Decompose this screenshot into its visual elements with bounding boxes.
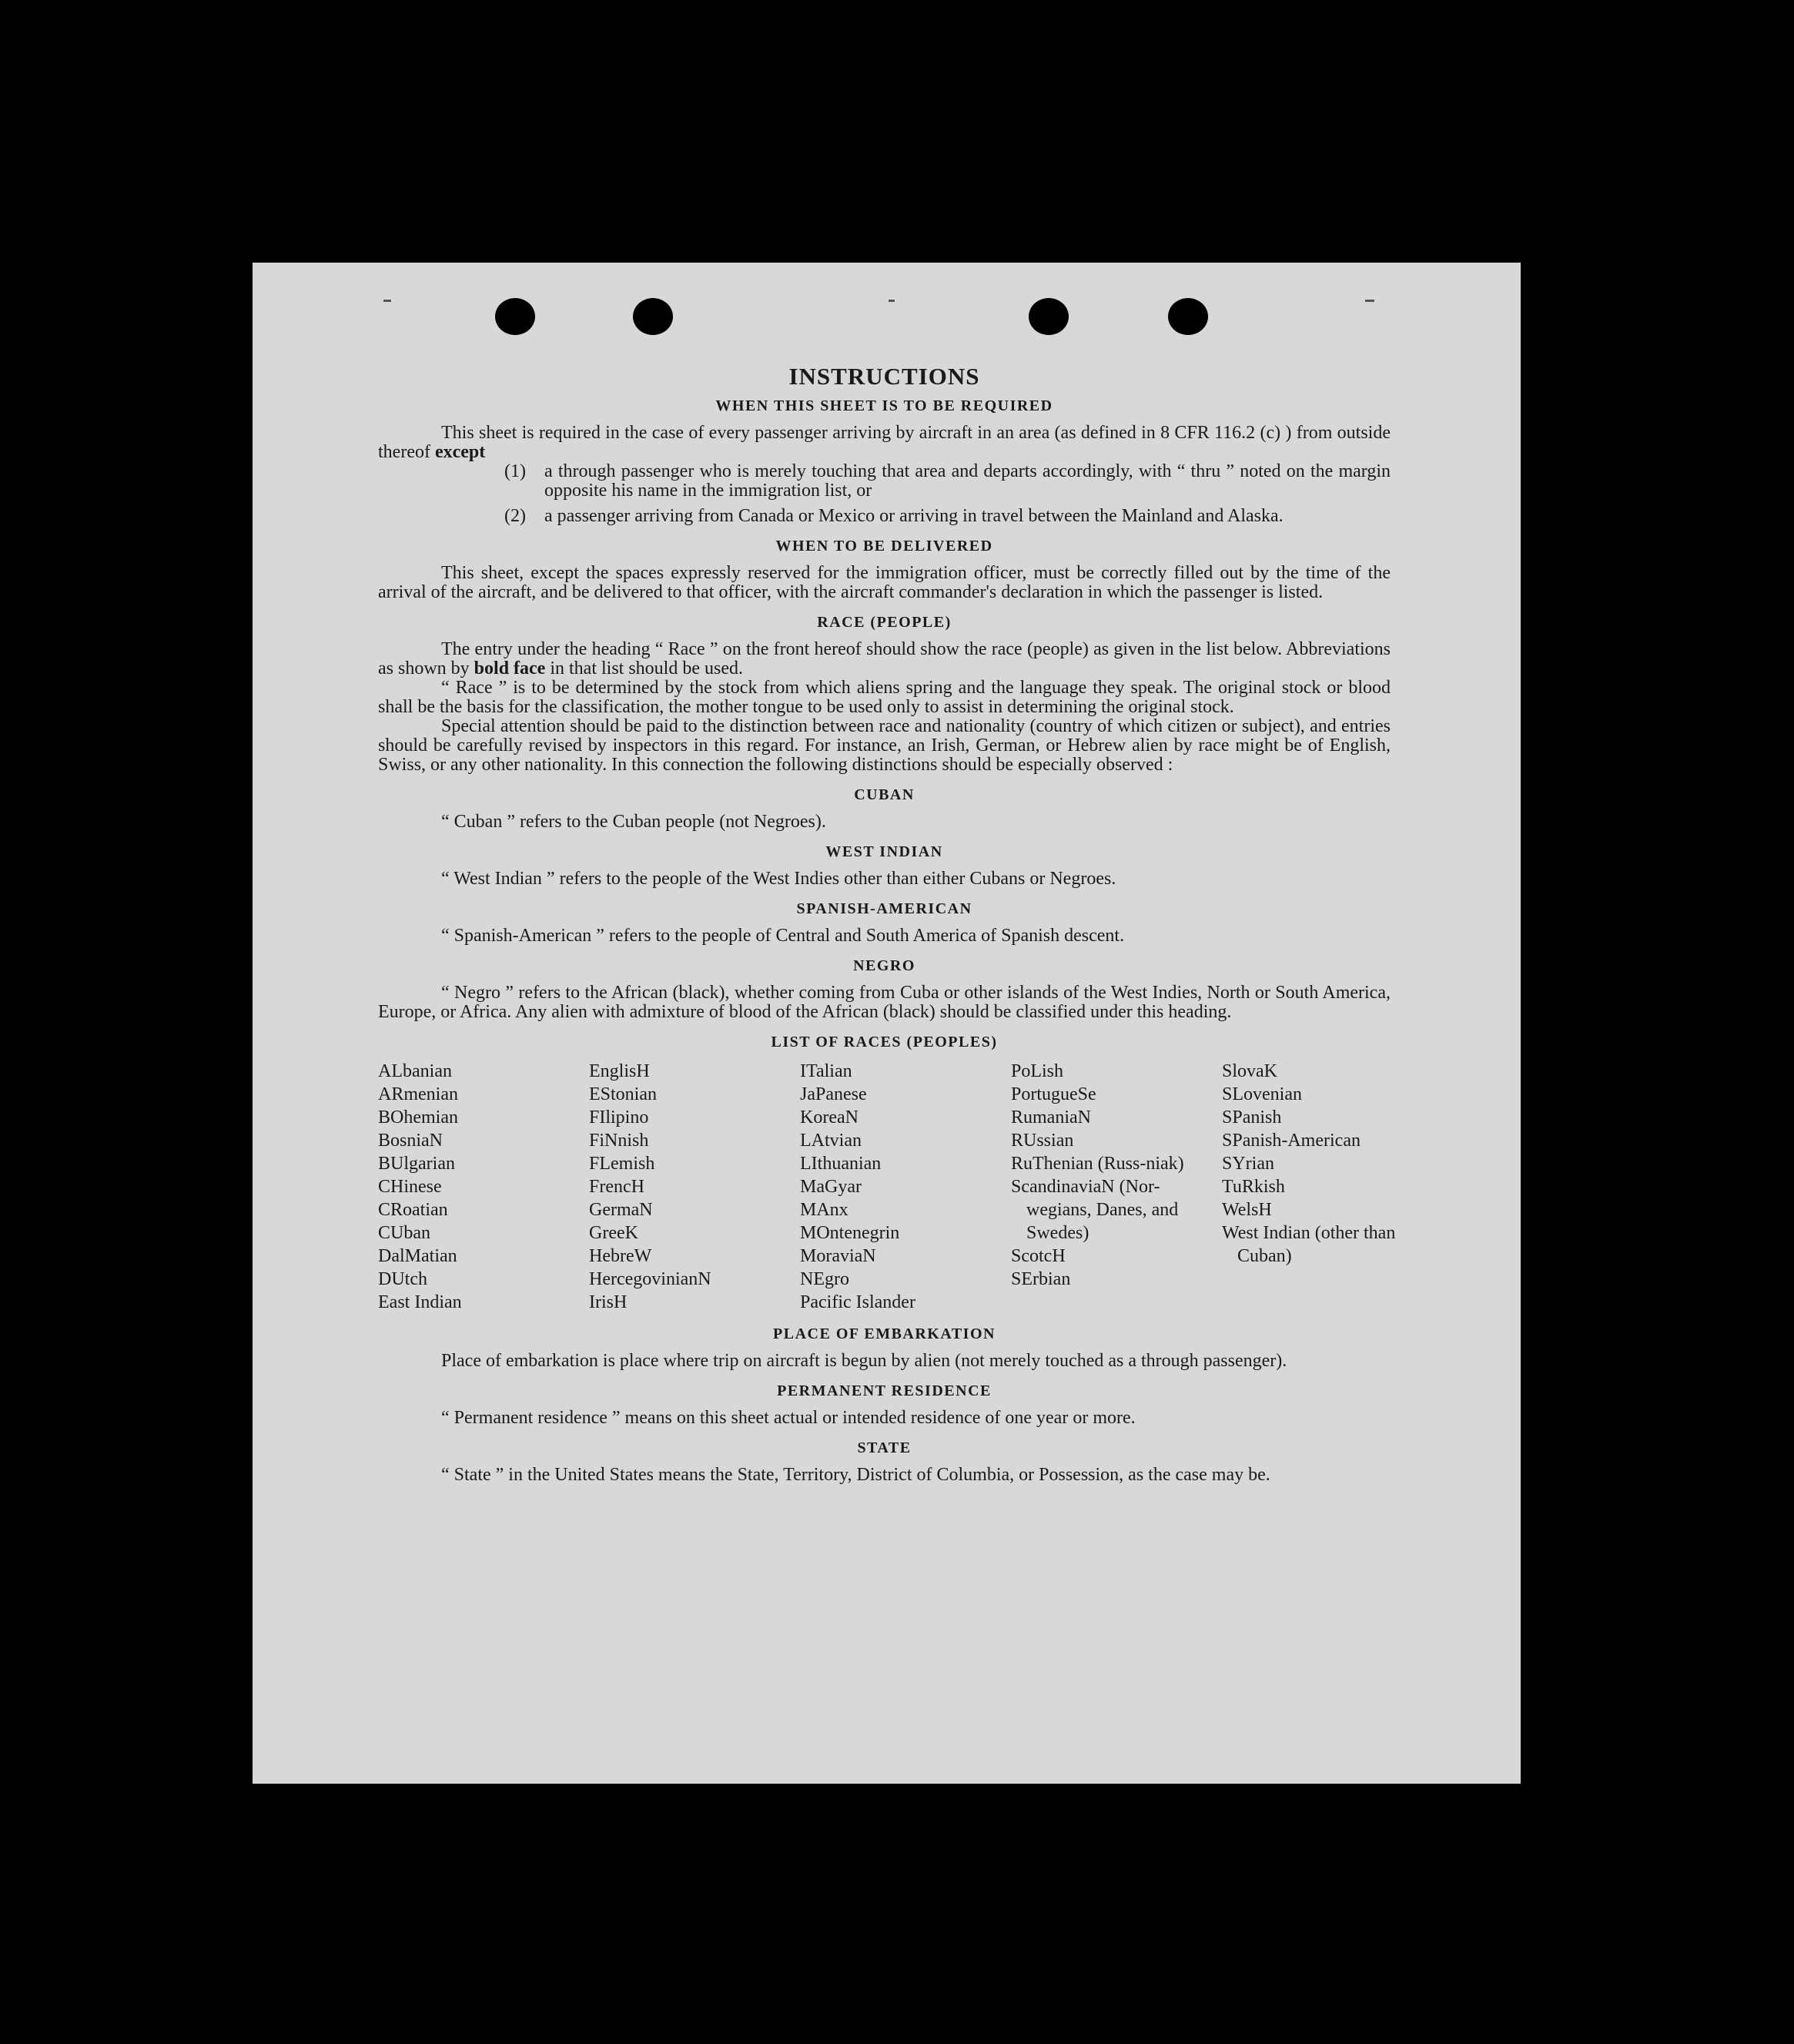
item-number: (2) (504, 506, 526, 526)
race-entry: West Indian (other than Cuban) (1222, 1223, 1396, 1266)
paragraph-residence: “ Permanent residence ” means on this sheet actual or intended residence of one year or more. (441, 1408, 1136, 1428)
races-column (1011, 1060, 1222, 1314)
except-word: except (434, 442, 486, 462)
race-entry: Pacific Islander (800, 1292, 915, 1312)
races-column (378, 1060, 589, 1314)
race-entry: SYrian (1222, 1154, 1274, 1174)
races-list (378, 1060, 1396, 1314)
race-entry: FrencH (589, 1177, 644, 1197)
punch-hole (633, 298, 673, 335)
race-entry: ARmenian (378, 1084, 458, 1104)
heading-permanent-residence: PERMANENT RESIDENCE (777, 1382, 992, 1399)
punch-hole (1168, 298, 1208, 335)
race-entry: SErbian (1011, 1269, 1071, 1289)
paper-mark (1365, 300, 1374, 302)
document-sheet (253, 263, 1521, 1784)
race-entry: GreeK (589, 1223, 638, 1243)
race-entry: SPanish-American (1222, 1131, 1361, 1151)
race-entry: DUtch (378, 1269, 427, 1289)
race-entry: MaGyar (800, 1177, 862, 1197)
race-entry: FIlipino (589, 1107, 649, 1128)
race-entry: EnglisH (589, 1061, 650, 1081)
page-title: INSTRUCTIONS (788, 363, 980, 390)
heading-race: RACE (PEOPLE) (817, 614, 952, 631)
heading-when-delivered: WHEN TO BE DELIVERED (775, 538, 993, 555)
paragraph-embarkation: Place of embarkation is place where trip on aircraft is begun by alien (not merely touched as a through passenger). (441, 1351, 1287, 1371)
heading-list-of-races: LIST OF RACES (PEOPLES) (771, 1034, 998, 1050)
race-entry: LIthuanian (800, 1154, 882, 1174)
race-entry: NEgro (800, 1269, 849, 1289)
paragraph-when-delivered: This sheet, except the spaces expressly reserved for the immigration officer, must be correctly filled out by the time of the arrival of the aircraft, and be delivered to that officer, with the aircraft commander's declaration in which the passenger is listed. (378, 563, 1391, 602)
race-entry: HebreW (589, 1246, 652, 1266)
item-number: (1) (504, 461, 526, 481)
race-entry: East Indian (378, 1292, 462, 1312)
paper-mark (889, 300, 895, 302)
punch-hole (495, 298, 535, 335)
race-entry: BUlgarian (378, 1154, 455, 1174)
race-entry: MOntenegrin (800, 1223, 900, 1243)
paragraph-text: This sheet is required in the case of every passenger arriving by aircraft in an area (as defined in 8 CFR 116.2 (c) ) from outside thereof (378, 423, 1391, 462)
race-entry: ITalian (800, 1061, 852, 1081)
list-item (504, 462, 1391, 501)
heading-negro: NEGRO (853, 957, 915, 974)
paragraph-race-2: “ Race ” is to be determined by the stock from which aliens spring and the language they speak. The original stock or blood shall be the basis for the classification, the mother tongue to be used only to assist in determining the original stock. (378, 678, 1391, 717)
race-entry: MoraviaN (800, 1246, 876, 1266)
race-entry: MAnx (800, 1200, 848, 1220)
race-entry: RUssian (1011, 1131, 1074, 1151)
bold-face-word: bold face (474, 658, 546, 679)
race-entry: FiNnish (589, 1131, 649, 1151)
heading-place-of-embarkation: PLACE OF EMBARKATION (773, 1325, 996, 1342)
heading-when-required: WHEN THIS SHEET IS TO BE REQUIRED (715, 397, 1053, 414)
race-entry: SlovaK (1222, 1061, 1277, 1081)
race-entry: JaPanese (800, 1084, 867, 1104)
paragraph-race-1 (378, 640, 1391, 679)
race-entry: BOhemian (378, 1107, 458, 1128)
race-entry: RuThenian (Russ-niak) (1011, 1154, 1184, 1174)
race-entry: ScotcH (1011, 1246, 1066, 1266)
race-entry: GermaN (589, 1200, 653, 1220)
paragraph-west-indian: “ West Indian ” refers to the people of the West Indies other than either Cubans or Negroes. (441, 869, 1116, 889)
heading-west-indian: WEST INDIAN (825, 843, 943, 860)
paragraph-text: in that list should be used. (550, 658, 743, 679)
race-entry: EStonian (589, 1084, 657, 1104)
heading-spanish-american: SPANISH-AMERICAN (796, 900, 972, 917)
race-entry: LAtvian (800, 1131, 862, 1151)
race-entry: HercegovinianN (589, 1269, 711, 1289)
paragraph-when-required (378, 424, 1391, 462)
paragraph-state: “ State ” in the United States means the State, Territory, District of Columbia, or Possession, as the case may be. (441, 1465, 1270, 1485)
item-text: a passenger arriving from Canada or Mexico or arriving in travel between the Mainland and Alaska. (544, 506, 1284, 526)
races-column (800, 1060, 1011, 1314)
heading-state: STATE (857, 1439, 912, 1456)
list-item (504, 507, 1391, 526)
race-entry: IrisH (589, 1292, 628, 1312)
race-entry: ScandinaviaN (Nor-wegians, Danes, and Swedes) (1011, 1177, 1179, 1243)
race-entry: KoreaN (800, 1107, 859, 1128)
race-entry: CRoatian (378, 1200, 448, 1220)
race-entry: PoLish (1011, 1061, 1064, 1081)
race-entry: CUban (378, 1223, 430, 1243)
paragraph-spanish-american: “ Spanish-American ” refers to the people of Central and South America of Spanish descent. (441, 926, 1125, 946)
race-entry: PortugueSe (1011, 1084, 1096, 1104)
race-entry: DalMatian (378, 1246, 457, 1266)
race-entry: ALbanian (378, 1061, 452, 1081)
punch-hole (1029, 298, 1069, 335)
paragraph-text: The entry under the heading “ Race ” on the front hereof should show the race (people) as given in the list below. Abbreviations as shown by (378, 639, 1391, 679)
race-entry: SPanish (1222, 1107, 1282, 1128)
race-entry: RumaniaN (1011, 1107, 1091, 1128)
race-entry: TuRkish (1222, 1177, 1285, 1197)
race-entry: SLovenian (1222, 1084, 1302, 1104)
races-column (589, 1060, 800, 1314)
item-text: a through passenger who is merely touching that area and departs accordingly, with “ thru ” noted on the margin opposite his name in the immigration list, or (544, 461, 1391, 501)
heading-cuban: CUBAN (854, 786, 915, 803)
instructions-content (378, 363, 1396, 1485)
race-entry: BosniaN (378, 1131, 443, 1151)
race-entry: WelsH (1222, 1200, 1272, 1220)
race-entry: CHinese (378, 1177, 442, 1197)
race-entry: FLemish (589, 1154, 655, 1174)
paper-mark (383, 300, 391, 302)
paragraph-race-3: Special attention should be paid to the distinction between race and nationality (country of which citizen or subject), and entries should be carefully revised by inspectors in this regard. For instance, an Irish, German, or Hebrew alien by race might be of English, Swiss, or any other nationality. In this connection the following distinctions should be especially observed : (378, 716, 1391, 775)
paragraph-negro: “ Negro ” refers to the African (black), whether coming from Cuba or other islands of the West Indies, North or South America, Europe, or Africa. Any alien with admixture of blood of the African (black) should be classified under this heading. (378, 983, 1391, 1022)
races-column (1222, 1060, 1422, 1314)
paragraph-cuban: “ Cuban ” refers to the Cuban people (not Negroes). (441, 812, 826, 832)
